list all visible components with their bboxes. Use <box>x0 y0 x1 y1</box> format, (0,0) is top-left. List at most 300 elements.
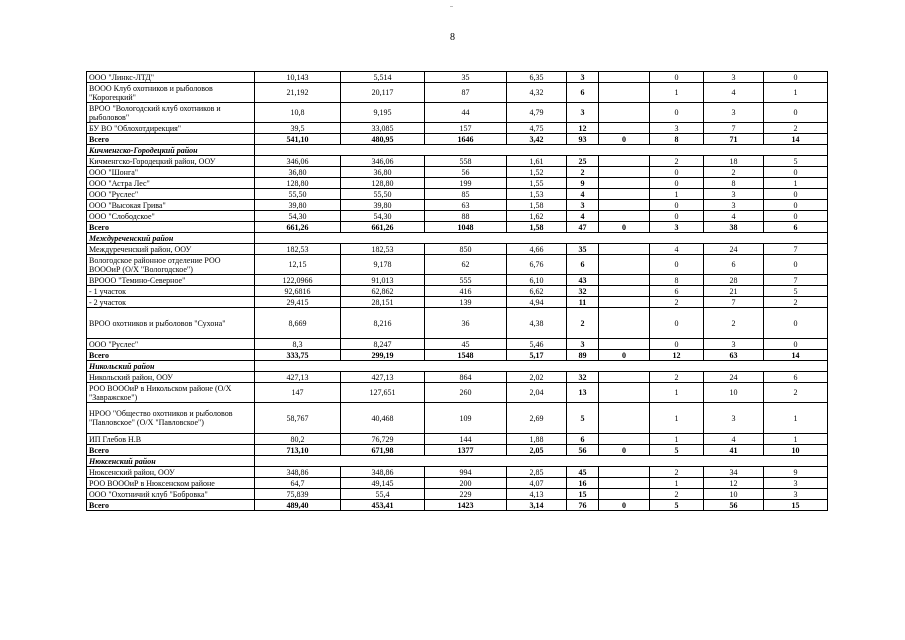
table-row <box>87 383 828 403</box>
value-cell: 128,80 <box>341 178 425 189</box>
table-row <box>87 308 828 339</box>
value-cell: 9 <box>764 467 828 478</box>
value-cell: 3 <box>764 478 828 489</box>
value-cell: 3 <box>567 72 599 83</box>
value-cell: 1 <box>650 383 704 403</box>
value-cell: 39,5 <box>255 123 341 134</box>
total-row <box>87 350 828 361</box>
value-cell: 0 <box>764 72 828 83</box>
value-cell: 1,52 <box>507 167 567 178</box>
value-cell: 14 <box>764 350 828 361</box>
row-label-cell: Всего <box>87 350 255 361</box>
value-cell: 4,94 <box>507 297 567 308</box>
value-cell: 147 <box>255 383 341 403</box>
value-cell: 1423 <box>425 500 507 511</box>
value-cell: 3 <box>650 222 704 233</box>
value-cell: 55,4 <box>341 489 425 500</box>
value-cell: 89 <box>567 350 599 361</box>
value-cell: 8 <box>650 134 704 145</box>
value-cell: 0 <box>650 72 704 83</box>
value-cell <box>599 211 650 222</box>
value-cell: 6,62 <box>507 286 567 297</box>
value-cell: 0 <box>650 200 704 211</box>
table-row <box>87 403 828 434</box>
value-cell: 348,86 <box>255 467 341 478</box>
value-cell: 0 <box>764 339 828 350</box>
value-cell: 2 <box>650 372 704 383</box>
row-label-cell: НРОО "Общество охотников и рыболовов "Павловское" (О/Х "Павловское") <box>87 403 255 434</box>
value-cell: 71 <box>704 134 764 145</box>
region-name: Никольский район <box>87 361 255 372</box>
value-cell: 0 <box>599 500 650 511</box>
value-cell: 4 <box>567 211 599 222</box>
total-row <box>87 445 828 456</box>
value-cell: 56 <box>704 500 764 511</box>
value-cell: 1 <box>650 478 704 489</box>
value-cell: 20,117 <box>341 83 425 103</box>
row-label-cell: ВРООО "Темино-Северное" <box>87 275 255 286</box>
value-cell: 45 <box>567 467 599 478</box>
row-label-cell: Всего <box>87 222 255 233</box>
row-label-cell: Кичменгско-Городецкий район, ООУ <box>87 156 255 167</box>
row-label-cell: ООО "Охотничий клуб "Бобровка" <box>87 489 255 500</box>
value-cell: 54,30 <box>255 211 341 222</box>
value-cell: 36,80 <box>341 167 425 178</box>
value-cell <box>599 467 650 478</box>
row-label-cell: Междуреченский район, ООУ <box>87 244 255 255</box>
row-label-cell: ООО "Руслес" <box>87 339 255 350</box>
value-cell: 4 <box>567 189 599 200</box>
value-cell: 5,46 <box>507 339 567 350</box>
value-cell: 260 <box>425 383 507 403</box>
region-spacer <box>255 361 828 372</box>
table-row <box>87 489 828 500</box>
value-cell: 0 <box>650 167 704 178</box>
row-label-cell: Всего <box>87 445 255 456</box>
value-cell: 0 <box>764 103 828 123</box>
value-cell: 0 <box>764 200 828 211</box>
table-row <box>87 478 828 489</box>
table-row <box>87 189 828 200</box>
value-cell: 109 <box>425 403 507 434</box>
region-name: Междуреченский район <box>87 233 255 244</box>
value-cell: 4,66 <box>507 244 567 255</box>
value-cell: 54,30 <box>341 211 425 222</box>
value-cell: 671,98 <box>341 445 425 456</box>
value-cell: 850 <box>425 244 507 255</box>
value-cell: 8 <box>650 275 704 286</box>
value-cell: 864 <box>425 372 507 383</box>
value-cell: 64,7 <box>255 478 341 489</box>
row-label-cell: ООО "Шонга" <box>87 167 255 178</box>
region-spacer <box>255 233 828 244</box>
value-cell: 12,15 <box>255 255 341 275</box>
value-cell: 4,13 <box>507 489 567 500</box>
region-spacer <box>255 456 828 467</box>
value-cell: 2,02 <box>507 372 567 383</box>
value-cell: 1 <box>650 434 704 445</box>
row-label-cell: ООО "Руслес" <box>87 189 255 200</box>
value-cell: 8,669 <box>255 308 341 339</box>
table-row <box>87 103 828 123</box>
hunting-grounds-table <box>86 71 828 511</box>
value-cell: 16 <box>567 478 599 489</box>
value-cell: 3 <box>704 403 764 434</box>
value-cell: 157 <box>425 123 507 134</box>
value-cell: 4 <box>704 83 764 103</box>
value-cell: 3 <box>567 200 599 211</box>
value-cell: 558 <box>425 156 507 167</box>
value-cell <box>599 244 650 255</box>
value-cell: 555 <box>425 275 507 286</box>
table-row <box>87 167 828 178</box>
value-cell: 6 <box>567 255 599 275</box>
value-cell: 6,76 <box>507 255 567 275</box>
value-cell: 128,80 <box>255 178 341 189</box>
value-cell: 3,14 <box>507 500 567 511</box>
value-cell <box>599 72 650 83</box>
value-cell: 182,53 <box>255 244 341 255</box>
value-cell: 45 <box>425 339 507 350</box>
value-cell <box>599 275 650 286</box>
value-cell: 299,19 <box>341 350 425 361</box>
table-row <box>87 467 828 478</box>
value-cell: 85 <box>425 189 507 200</box>
value-cell: 0 <box>650 339 704 350</box>
value-cell: 1,88 <box>507 434 567 445</box>
value-cell: 0 <box>764 308 828 339</box>
value-cell <box>599 478 650 489</box>
region-header-row <box>87 456 828 467</box>
value-cell: 10,8 <box>255 103 341 123</box>
value-cell: 4 <box>704 434 764 445</box>
value-cell: 427,13 <box>255 372 341 383</box>
value-cell: 3 <box>567 103 599 123</box>
region-header-row <box>87 233 828 244</box>
value-cell: 0 <box>764 167 828 178</box>
value-cell: 453,41 <box>341 500 425 511</box>
value-cell: 15 <box>764 500 828 511</box>
value-cell: 3,42 <box>507 134 567 145</box>
value-cell: 8,247 <box>341 339 425 350</box>
row-label-cell: ООО "Линкс-ЛТД" <box>87 72 255 83</box>
value-cell: 1646 <box>425 134 507 145</box>
value-cell: 1,55 <box>507 178 567 189</box>
value-cell: 14 <box>764 134 828 145</box>
value-cell: 5 <box>650 445 704 456</box>
value-cell: 12 <box>567 123 599 134</box>
value-cell: 6 <box>567 434 599 445</box>
value-cell: 2 <box>567 167 599 178</box>
value-cell: 7 <box>764 244 828 255</box>
value-cell: 33,085 <box>341 123 425 134</box>
value-cell: 10 <box>764 445 828 456</box>
value-cell: 62 <box>425 255 507 275</box>
value-cell: 1 <box>764 178 828 189</box>
value-cell: 91,013 <box>341 275 425 286</box>
value-cell: 32 <box>567 372 599 383</box>
value-cell: 5,17 <box>507 350 567 361</box>
table-row <box>87 286 828 297</box>
value-cell <box>599 383 650 403</box>
value-cell: 12 <box>650 350 704 361</box>
value-cell: 127,651 <box>341 383 425 403</box>
value-cell: 7 <box>704 297 764 308</box>
value-cell: 2,69 <box>507 403 567 434</box>
value-cell: 3 <box>704 72 764 83</box>
value-cell: 182,53 <box>341 244 425 255</box>
table-row <box>87 178 828 189</box>
value-cell: 2,05 <box>507 445 567 456</box>
value-cell: 13 <box>567 383 599 403</box>
value-cell: 200 <box>425 478 507 489</box>
value-cell: 44 <box>425 103 507 123</box>
value-cell: 8,3 <box>255 339 341 350</box>
value-cell: 4,07 <box>507 478 567 489</box>
value-cell: 1,58 <box>507 222 567 233</box>
value-cell: 2 <box>650 297 704 308</box>
value-cell: 0 <box>650 308 704 339</box>
value-cell: 63 <box>704 350 764 361</box>
table-row <box>87 434 828 445</box>
value-cell: 1 <box>650 83 704 103</box>
value-cell: 58,767 <box>255 403 341 434</box>
value-cell: 56 <box>567 445 599 456</box>
value-cell <box>599 372 650 383</box>
table-row <box>87 123 828 134</box>
row-label-cell: ООО "Высокая Грива" <box>87 200 255 211</box>
value-cell: 3 <box>704 200 764 211</box>
value-cell: 1548 <box>425 350 507 361</box>
value-cell: 1,62 <box>507 211 567 222</box>
value-cell: 8,216 <box>341 308 425 339</box>
value-cell: 348,86 <box>341 467 425 478</box>
value-cell: 1 <box>764 434 828 445</box>
row-label-cell: Нюксенский район, ООУ <box>87 467 255 478</box>
value-cell: 18 <box>704 156 764 167</box>
value-cell: 199 <box>425 178 507 189</box>
value-cell: 713,10 <box>255 445 341 456</box>
row-label-cell: Всего <box>87 134 255 145</box>
value-cell: 0 <box>599 222 650 233</box>
value-cell: 7 <box>704 123 764 134</box>
value-cell: 2 <box>704 308 764 339</box>
value-cell: 0 <box>650 103 704 123</box>
table-row <box>87 156 828 167</box>
value-cell: 5 <box>764 286 828 297</box>
value-cell: 3 <box>567 339 599 350</box>
value-cell: 0 <box>650 255 704 275</box>
value-cell: 0 <box>599 350 650 361</box>
value-cell: 8 <box>704 178 764 189</box>
value-cell: 38 <box>704 222 764 233</box>
value-cell: 2 <box>650 467 704 478</box>
value-cell: 3 <box>764 489 828 500</box>
value-cell: 1377 <box>425 445 507 456</box>
row-label-cell: РОО ВОООиР в Никольском районе (О/Х "Завражское") <box>87 383 255 403</box>
value-cell: 2 <box>764 297 828 308</box>
value-cell: 10,143 <box>255 72 341 83</box>
value-cell: 6 <box>567 83 599 103</box>
value-cell: 43 <box>567 275 599 286</box>
value-cell: 6,35 <box>507 72 567 83</box>
region-name: Нюксенский район <box>87 456 255 467</box>
value-cell: 5 <box>764 156 828 167</box>
value-cell: 1,58 <box>507 200 567 211</box>
value-cell: 2,85 <box>507 467 567 478</box>
value-cell <box>599 308 650 339</box>
value-cell: 56 <box>425 167 507 178</box>
total-row <box>87 134 828 145</box>
value-cell: 333,75 <box>255 350 341 361</box>
value-cell: 144 <box>425 434 507 445</box>
value-cell: 5 <box>567 403 599 434</box>
value-cell: 0 <box>764 211 828 222</box>
value-cell <box>599 297 650 308</box>
value-cell: 416 <box>425 286 507 297</box>
value-cell: 29,415 <box>255 297 341 308</box>
value-cell: 5,514 <box>341 72 425 83</box>
value-cell: 1 <box>764 403 828 434</box>
value-cell: 3 <box>704 189 764 200</box>
value-cell: 5 <box>650 500 704 511</box>
value-cell: 11 <box>567 297 599 308</box>
value-cell: 12 <box>704 478 764 489</box>
value-cell: 139 <box>425 297 507 308</box>
value-cell <box>599 83 650 103</box>
scan-mark <box>450 6 453 7</box>
value-cell: 63 <box>425 200 507 211</box>
value-cell: 6 <box>764 372 828 383</box>
value-cell: 1 <box>764 83 828 103</box>
total-row <box>87 500 828 511</box>
table-row <box>87 255 828 275</box>
value-cell: 4,38 <box>507 308 567 339</box>
value-cell: 21,192 <box>255 83 341 103</box>
value-cell: 3 <box>704 103 764 123</box>
value-cell: 661,26 <box>341 222 425 233</box>
value-cell: 75,839 <box>255 489 341 500</box>
value-cell: 1 <box>650 403 704 434</box>
value-cell: 93 <box>567 134 599 145</box>
value-cell: 6,10 <box>507 275 567 286</box>
row-label-cell: ООО "Астра Лес" <box>87 178 255 189</box>
value-cell <box>599 339 650 350</box>
value-cell: 1,61 <box>507 156 567 167</box>
value-cell <box>599 255 650 275</box>
value-cell: 346,06 <box>255 156 341 167</box>
value-cell: 25 <box>567 156 599 167</box>
row-label-cell: ВООО Клуб охотников и рыболовов "Корогецкий" <box>87 83 255 103</box>
value-cell: 0 <box>764 255 828 275</box>
value-cell: 47 <box>567 222 599 233</box>
value-cell: 229 <box>425 489 507 500</box>
row-label-cell: Всего <box>87 500 255 511</box>
value-cell: 35 <box>425 72 507 83</box>
table-row <box>87 275 828 286</box>
value-cell: 76,729 <box>341 434 425 445</box>
value-cell: 39,80 <box>255 200 341 211</box>
value-cell: 3 <box>650 123 704 134</box>
value-cell: 4,79 <box>507 103 567 123</box>
value-cell: 36,80 <box>255 167 341 178</box>
value-cell: 994 <box>425 467 507 478</box>
value-cell <box>599 489 650 500</box>
region-spacer <box>255 145 828 156</box>
row-label-cell: - 1 участок <box>87 286 255 297</box>
value-cell: 1048 <box>425 222 507 233</box>
row-label-cell: ООО "Слободское" <box>87 211 255 222</box>
value-cell: 541,10 <box>255 134 341 145</box>
value-cell: 87 <box>425 83 507 103</box>
row-label-cell: Никольский район, ООУ <box>87 372 255 383</box>
value-cell <box>599 167 650 178</box>
value-cell: 0 <box>650 211 704 222</box>
value-cell: 2 <box>764 383 828 403</box>
row-label-cell: ВРОО охотников и рыболовов "Сухона" <box>87 308 255 339</box>
value-cell: 80,2 <box>255 434 341 445</box>
table-row <box>87 200 828 211</box>
value-cell <box>599 403 650 434</box>
region-header-row <box>87 361 828 372</box>
value-cell: 24 <box>704 244 764 255</box>
value-cell <box>599 200 650 211</box>
value-cell: 49,145 <box>341 478 425 489</box>
value-cell: 9 <box>567 178 599 189</box>
value-cell: 55,50 <box>341 189 425 200</box>
table-row <box>87 211 828 222</box>
value-cell: 480,95 <box>341 134 425 145</box>
value-cell <box>599 286 650 297</box>
value-cell: 2 <box>650 489 704 500</box>
value-cell: 489,40 <box>255 500 341 511</box>
value-cell: 1 <box>650 189 704 200</box>
value-cell: 2,04 <box>507 383 567 403</box>
value-cell: 6 <box>650 286 704 297</box>
row-label-cell: БУ ВО "Облохотдирекция" <box>87 123 255 134</box>
value-cell: 122,0966 <box>255 275 341 286</box>
value-cell <box>599 103 650 123</box>
region-name: Кичменгско-Городецкий район <box>87 145 255 156</box>
value-cell: 88 <box>425 211 507 222</box>
region-header-row <box>87 145 828 156</box>
value-cell: 28 <box>704 275 764 286</box>
value-cell: 0 <box>599 445 650 456</box>
table-row <box>87 244 828 255</box>
value-cell <box>599 178 650 189</box>
row-label-cell: - 2 участок <box>87 297 255 308</box>
table-row <box>87 339 828 350</box>
value-cell: 40,468 <box>341 403 425 434</box>
row-label-cell: Вологодское районное отделение РОО ВОООиР (О/Х "Вологодское") <box>87 255 255 275</box>
value-cell: 427,13 <box>341 372 425 383</box>
value-cell: 0 <box>599 134 650 145</box>
value-cell: 41 <box>704 445 764 456</box>
value-cell <box>599 434 650 445</box>
value-cell: 9,178 <box>341 255 425 275</box>
value-cell: 3 <box>704 339 764 350</box>
value-cell <box>599 123 650 134</box>
value-cell: 32 <box>567 286 599 297</box>
value-cell: 55,50 <box>255 189 341 200</box>
row-label-cell: РОО ВОООиР в Нюксенском районе <box>87 478 255 489</box>
value-cell: 7 <box>764 275 828 286</box>
value-cell: 6 <box>704 255 764 275</box>
table-row <box>87 297 828 308</box>
value-cell: 35 <box>567 244 599 255</box>
table-row <box>87 83 828 103</box>
value-cell: 15 <box>567 489 599 500</box>
